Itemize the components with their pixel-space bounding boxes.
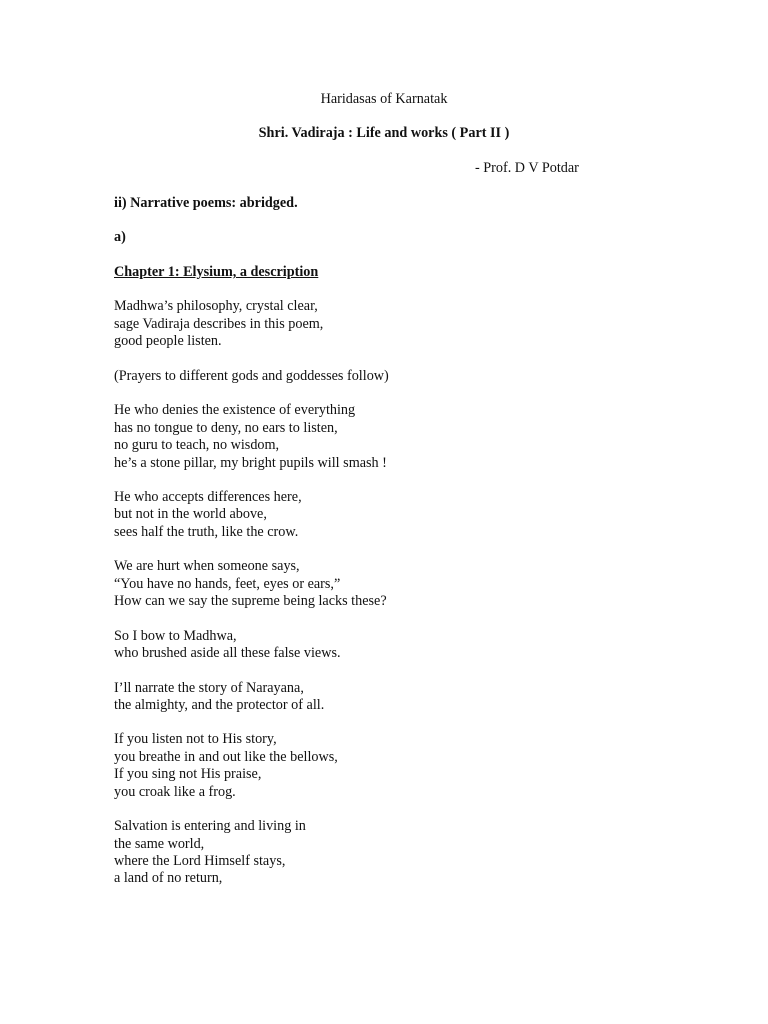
poem-line: has no tongue to deny, no ears to listen, bbox=[114, 420, 338, 436]
poem-line: So I bow to Madhwa, bbox=[114, 628, 237, 644]
poem-line: (Prayers to different gods and goddesses follow) bbox=[114, 368, 389, 384]
poem-line: who brushed aside all these false views. bbox=[114, 645, 341, 661]
chapter-title: Chapter 1: Elysium, a description bbox=[114, 264, 319, 280]
poem-line: no guru to teach, no wisdom, bbox=[114, 437, 280, 453]
poem-line: “You have no hands, feet, eyes or ears,” bbox=[114, 576, 341, 592]
poem-line: where the Lord Himself stays, bbox=[114, 853, 286, 869]
poem-line: He who accepts differences here, bbox=[114, 489, 302, 505]
poem-line: If you sing not His praise, bbox=[114, 766, 262, 782]
poem-line: sees half the truth, like the crow. bbox=[114, 524, 299, 540]
poem-line: If you listen not to His story, bbox=[114, 731, 277, 747]
poem-line: the almighty, and the protector of all. bbox=[114, 697, 325, 713]
document-subtitle: Shri. Vadiraja : Life and works ( Part II ) bbox=[258, 125, 510, 141]
poem-line: sage Vadiraja describes in this poem, bbox=[114, 316, 324, 332]
poem-line: good people listen. bbox=[114, 333, 222, 349]
section-heading: ii) Narrative poems: abridged. bbox=[114, 195, 298, 211]
author-line: - Prof. D V Potdar bbox=[475, 160, 579, 176]
poem-line: How can we say the supreme being lacks these? bbox=[114, 593, 387, 609]
poem-line: Madhwa’s philosophy, crystal clear, bbox=[114, 298, 318, 314]
poem-line: but not in the world above, bbox=[114, 506, 267, 522]
poem-line: he’s a stone pillar, my bright pupils will smash ! bbox=[114, 455, 387, 471]
section-subheading: a) bbox=[114, 229, 126, 245]
poem-line: Salvation is entering and living in bbox=[114, 818, 306, 834]
document-title: Haridasas of Karnatak bbox=[320, 91, 448, 107]
poem-line: We are hurt when someone says, bbox=[114, 558, 300, 574]
poem-line: He who denies the existence of everything bbox=[114, 402, 356, 418]
poem-line: I’ll narrate the story of Narayana, bbox=[114, 680, 304, 696]
poem-line: you croak like a frog. bbox=[114, 784, 236, 800]
poem-line: the same world, bbox=[114, 836, 205, 852]
poem-line: you breathe in and out like the bellows, bbox=[114, 749, 338, 765]
poem-line: a land of no return, bbox=[114, 870, 223, 886]
